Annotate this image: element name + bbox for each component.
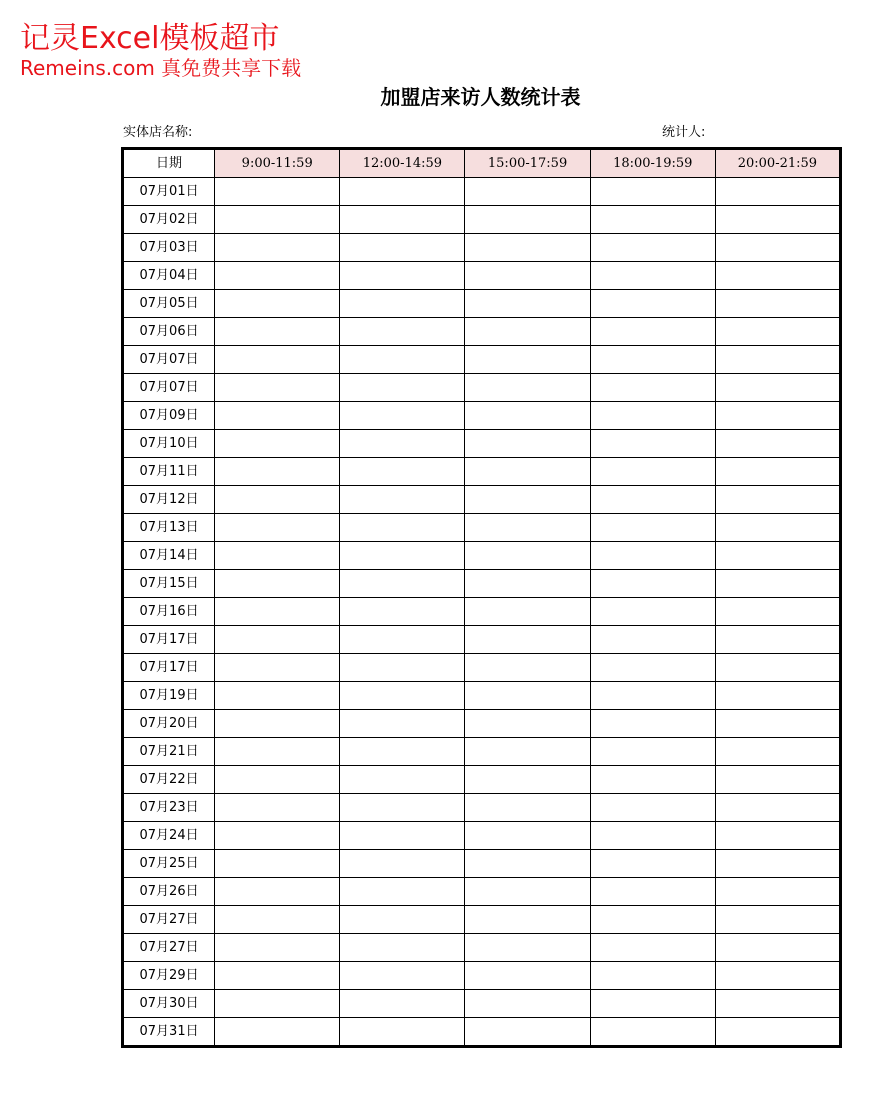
visitor-count-cell[interactable]	[215, 346, 340, 374]
visitor-count-cell[interactable]	[340, 1018, 465, 1047]
visitor-count-cell[interactable]	[340, 402, 465, 430]
visitor-count-cell[interactable]	[465, 682, 590, 710]
visitor-count-cell[interactable]	[215, 486, 340, 514]
visitor-count-cell[interactable]	[215, 962, 340, 990]
visitor-count-cell[interactable]	[215, 430, 340, 458]
visitor-count-cell[interactable]	[340, 626, 465, 654]
visitor-count-cell[interactable]	[340, 766, 465, 794]
date-cell: 07月09日	[123, 402, 215, 430]
table-row	[123, 206, 841, 234]
date-cell: 07月23日	[123, 794, 215, 822]
visitor-count-cell[interactable]	[465, 710, 590, 738]
visitor-count-cell[interactable]	[215, 178, 340, 206]
sheet-title: 加盟店来访人数统计表	[380, 85, 581, 109]
visitor-count-cell[interactable]	[465, 234, 590, 262]
table-row	[123, 1018, 841, 1047]
date-cell: 07月01日	[123, 178, 215, 206]
visitor-count-cell[interactable]	[340, 654, 465, 682]
visitor-count-cell[interactable]	[215, 290, 340, 318]
visitor-count-cell[interactable]	[590, 598, 715, 626]
visitor-count-cell[interactable]	[590, 626, 715, 654]
visitor-count-cell[interactable]	[215, 458, 340, 486]
visitor-count-cell[interactable]	[715, 402, 840, 430]
date-cell: 07月03日	[123, 234, 215, 262]
table-row	[123, 682, 841, 710]
time-slot-header: 18:00-19:59	[590, 149, 715, 178]
table-row	[123, 570, 841, 598]
visitor-count-cell[interactable]	[465, 542, 590, 570]
visitor-count-cell[interactable]	[715, 514, 840, 542]
date-cell: 07月12日	[123, 486, 215, 514]
visitor-count-cell[interactable]	[715, 486, 840, 514]
visitor-count-cell[interactable]	[715, 346, 840, 374]
table-row	[123, 794, 841, 822]
date-cell: 07月26日	[123, 878, 215, 906]
visitor-count-cell[interactable]	[215, 654, 340, 682]
visitor-count-cell[interactable]	[340, 738, 465, 766]
visitor-count-cell[interactable]	[590, 346, 715, 374]
table-row	[123, 766, 841, 794]
visitor-count-cell[interactable]	[590, 430, 715, 458]
visitor-count-cell[interactable]	[715, 990, 840, 1018]
visitor-count-cell[interactable]	[590, 878, 715, 906]
visitor-count-cell[interactable]	[340, 486, 465, 514]
visitor-count-cell[interactable]	[715, 262, 840, 290]
visitor-count-cell[interactable]	[590, 738, 715, 766]
visitor-count-cell[interactable]	[590, 822, 715, 850]
visitor-count-cell[interactable]	[340, 710, 465, 738]
visitor-count-cell[interactable]	[590, 1018, 715, 1047]
visitor-count-cell[interactable]	[590, 682, 715, 710]
visitor-count-cell[interactable]	[215, 822, 340, 850]
table-row	[123, 990, 841, 1018]
date-cell: 07月27日	[123, 906, 215, 934]
visitor-count-cell[interactable]	[715, 766, 840, 794]
visitor-count-cell[interactable]	[465, 906, 590, 934]
visitor-count-cell[interactable]	[715, 458, 840, 486]
date-cell: 07月16日	[123, 598, 215, 626]
table-row	[123, 486, 841, 514]
visitor-count-cell[interactable]	[465, 878, 590, 906]
visitor-count-cell[interactable]	[340, 318, 465, 346]
visitor-count-cell[interactable]	[215, 1018, 340, 1047]
visitor-count-cell[interactable]	[340, 794, 465, 822]
visitor-count-cell[interactable]	[590, 486, 715, 514]
visitor-count-cell[interactable]	[465, 290, 590, 318]
visitor-count-cell[interactable]	[590, 654, 715, 682]
table-row	[123, 878, 841, 906]
visitor-count-cell[interactable]	[340, 962, 465, 990]
visitor-count-cell[interactable]	[215, 570, 340, 598]
visitor-count-cell[interactable]	[590, 290, 715, 318]
date-cell: 07月06日	[123, 318, 215, 346]
header-row	[123, 149, 841, 178]
visitor-count-cell[interactable]	[215, 234, 340, 262]
visitor-count-cell[interactable]	[715, 850, 840, 878]
visitor-count-cell[interactable]	[590, 374, 715, 402]
visitor-count-cell[interactable]	[715, 934, 840, 962]
visitor-count-cell[interactable]	[340, 458, 465, 486]
visitor-count-cell[interactable]	[465, 318, 590, 346]
visitor-count-cell[interactable]	[465, 402, 590, 430]
visitor-count-cell[interactable]	[215, 934, 340, 962]
date-cell: 07月30日	[123, 990, 215, 1018]
date-cell: 07月17日	[123, 626, 215, 654]
visitor-count-cell[interactable]	[340, 598, 465, 626]
table-row	[123, 374, 841, 402]
visitor-count-cell[interactable]	[465, 822, 590, 850]
visitor-count-cell[interactable]	[590, 794, 715, 822]
visitor-count-cell[interactable]	[465, 850, 590, 878]
table-row	[123, 850, 841, 878]
visitor-count-cell[interactable]	[590, 234, 715, 262]
visitor-count-cell[interactable]	[715, 738, 840, 766]
visitor-count-cell[interactable]	[590, 906, 715, 934]
table-row	[123, 234, 841, 262]
table-row	[123, 458, 841, 486]
visitor-count-cell[interactable]	[465, 598, 590, 626]
visitor-count-cell[interactable]	[340, 178, 465, 206]
visitor-count-cell[interactable]	[465, 178, 590, 206]
visitor-count-cell[interactable]	[590, 542, 715, 570]
time-slot-header: 20:00-21:59	[715, 149, 840, 178]
visitor-count-cell[interactable]	[465, 430, 590, 458]
visitor-count-cell[interactable]	[715, 234, 840, 262]
visitor-count-cell[interactable]	[465, 514, 590, 542]
visitor-count-cell[interactable]	[465, 570, 590, 598]
visitor-count-cell[interactable]	[215, 794, 340, 822]
visitor-count-cell[interactable]	[465, 794, 590, 822]
table-row	[123, 542, 841, 570]
date-cell: 07月24日	[123, 822, 215, 850]
visitor-count-cell[interactable]	[215, 710, 340, 738]
visitor-count-cell[interactable]	[715, 542, 840, 570]
date-cell: 07月14日	[123, 542, 215, 570]
visitor-count-cell[interactable]	[465, 738, 590, 766]
table-row	[123, 290, 841, 318]
visitor-count-cell[interactable]	[215, 402, 340, 430]
visitor-count-cell[interactable]	[465, 654, 590, 682]
date-cell: 07月04日	[123, 262, 215, 290]
store-name-label: 实体店名称:	[123, 125, 193, 140]
visitor-count-cell[interactable]	[340, 822, 465, 850]
table-row	[123, 906, 841, 934]
visitor-count-cell[interactable]	[465, 374, 590, 402]
visitor-count-cell[interactable]	[465, 486, 590, 514]
visitor-count-cell[interactable]	[590, 850, 715, 878]
date-column-header: 日期	[123, 149, 215, 178]
visitor-count-cell[interactable]	[465, 934, 590, 962]
visitor-count-cell[interactable]	[715, 710, 840, 738]
visitor-count-cell[interactable]	[715, 178, 840, 206]
visitor-count-cell[interactable]	[340, 262, 465, 290]
visitor-count-cell[interactable]	[215, 906, 340, 934]
date-cell: 07月15日	[123, 570, 215, 598]
visitor-count-cell[interactable]	[715, 318, 840, 346]
date-cell: 07月07日	[123, 346, 215, 374]
visitor-count-cell[interactable]	[465, 346, 590, 374]
visitor-count-cell[interactable]	[215, 514, 340, 542]
time-slot-header: 9:00-11:59	[215, 149, 340, 178]
date-cell: 07月11日	[123, 458, 215, 486]
visitor-count-cell[interactable]	[715, 598, 840, 626]
visitor-count-cell[interactable]	[715, 906, 840, 934]
table-row	[123, 738, 841, 766]
visitor-count-cell[interactable]	[465, 990, 590, 1018]
date-cell: 07月17日	[123, 654, 215, 682]
visitor-count-cell[interactable]	[340, 374, 465, 402]
table-row	[123, 430, 841, 458]
visitor-count-cell[interactable]	[340, 430, 465, 458]
visitor-count-cell[interactable]	[340, 542, 465, 570]
visitor-count-cell[interactable]	[590, 934, 715, 962]
date-cell: 07月05日	[123, 290, 215, 318]
visitor-count-cell[interactable]	[215, 850, 340, 878]
visitor-count-cell[interactable]	[465, 458, 590, 486]
visitor-count-cell[interactable]	[590, 962, 715, 990]
visitor-count-cell[interactable]	[590, 570, 715, 598]
visitor-count-cell[interactable]	[465, 262, 590, 290]
visitor-count-cell[interactable]	[465, 626, 590, 654]
table-row	[123, 710, 841, 738]
visitor-count-cell[interactable]	[590, 458, 715, 486]
visitor-count-cell[interactable]	[340, 682, 465, 710]
date-cell: 07月19日	[123, 682, 215, 710]
table-row	[123, 514, 841, 542]
visitor-count-cell[interactable]	[590, 514, 715, 542]
visitor-count-cell[interactable]	[715, 682, 840, 710]
table-body	[123, 178, 841, 1047]
visitor-count-cell[interactable]	[340, 346, 465, 374]
visitor-count-cell[interactable]	[590, 990, 715, 1018]
visitor-count-cell[interactable]	[340, 990, 465, 1018]
visitor-count-cell[interactable]	[340, 570, 465, 598]
visitor-count-cell[interactable]	[590, 206, 715, 234]
date-cell: 07月21日	[123, 738, 215, 766]
table-row	[123, 654, 841, 682]
table-row	[123, 402, 841, 430]
table-row	[123, 318, 841, 346]
visitor-count-cell[interactable]	[215, 374, 340, 402]
date-cell: 07月07日	[123, 374, 215, 402]
date-cell: 07月31日	[123, 1018, 215, 1047]
date-cell: 07月13日	[123, 514, 215, 542]
visitor-count-cell[interactable]	[215, 542, 340, 570]
time-slot-header: 12:00-14:59	[340, 149, 465, 178]
visitor-count-cell[interactable]	[340, 234, 465, 262]
visitor-count-cell[interactable]	[215, 990, 340, 1018]
visitor-count-cell[interactable]	[340, 934, 465, 962]
visitor-count-cell[interactable]	[590, 318, 715, 346]
visitor-count-cell[interactable]	[715, 822, 840, 850]
date-cell: 07月27日	[123, 934, 215, 962]
table-row	[123, 626, 841, 654]
visitor-count-cell[interactable]	[715, 794, 840, 822]
table-row	[123, 178, 841, 206]
visitor-count-cell[interactable]	[465, 206, 590, 234]
table-row	[123, 934, 841, 962]
date-cell: 07月25日	[123, 850, 215, 878]
visitor-count-cell[interactable]	[465, 1018, 590, 1047]
visitor-count-cell[interactable]	[715, 1018, 840, 1047]
visitor-count-cell[interactable]	[340, 206, 465, 234]
visitor-count-cell[interactable]	[340, 906, 465, 934]
visitor-count-cell[interactable]	[215, 878, 340, 906]
visitor-count-cell[interactable]	[340, 850, 465, 878]
watermark-logo	[20, 22, 301, 80]
visitor-count-cell[interactable]	[340, 290, 465, 318]
time-slot-header: 15:00-17:59	[465, 149, 590, 178]
visitor-count-cell[interactable]	[215, 598, 340, 626]
date-cell: 07月02日	[123, 206, 215, 234]
visitor-count-cell[interactable]	[215, 262, 340, 290]
visitor-count-cell[interactable]	[715, 206, 840, 234]
visitor-count-cell[interactable]	[215, 626, 340, 654]
visitor-count-cell[interactable]	[590, 178, 715, 206]
visitor-count-cell[interactable]	[340, 878, 465, 906]
visitor-count-cell[interactable]	[715, 570, 840, 598]
visitor-count-cell[interactable]	[590, 402, 715, 430]
visitor-count-cell[interactable]	[465, 962, 590, 990]
table-row	[123, 262, 841, 290]
visitor-count-cell[interactable]	[715, 626, 840, 654]
watermark-line2: Remeins.com 真免费共享下载	[20, 56, 302, 80]
visitor-count-cell[interactable]	[715, 878, 840, 906]
visitor-count-cell[interactable]	[340, 514, 465, 542]
visitor-count-cell[interactable]	[715, 430, 840, 458]
date-cell: 07月10日	[123, 430, 215, 458]
visitor-count-cell[interactable]	[715, 290, 840, 318]
visitor-count-cell[interactable]	[215, 682, 340, 710]
visitor-count-cell[interactable]	[715, 654, 840, 682]
table-row	[123, 822, 841, 850]
counter-label: 统计人:	[662, 125, 706, 140]
date-cell: 07月22日	[123, 766, 215, 794]
table-row	[123, 598, 841, 626]
visitor-count-cell[interactable]	[590, 710, 715, 738]
visitor-count-cell[interactable]	[215, 766, 340, 794]
table-row	[123, 962, 841, 990]
visitor-count-cell[interactable]	[590, 262, 715, 290]
visitor-count-cell[interactable]	[590, 766, 715, 794]
visitor-count-cell[interactable]	[715, 962, 840, 990]
visitor-count-cell[interactable]	[465, 766, 590, 794]
table-row	[123, 346, 841, 374]
visitor-count-cell[interactable]	[715, 374, 840, 402]
date-cell: 07月29日	[123, 962, 215, 990]
date-cell: 07月20日	[123, 710, 215, 738]
visitor-count-table	[121, 147, 842, 1048]
visitor-count-cell[interactable]	[215, 206, 340, 234]
visitor-count-cell[interactable]	[215, 738, 340, 766]
visitor-count-cell[interactable]	[215, 318, 340, 346]
watermark-line1: 记灵Excel模板超市	[20, 21, 280, 56]
